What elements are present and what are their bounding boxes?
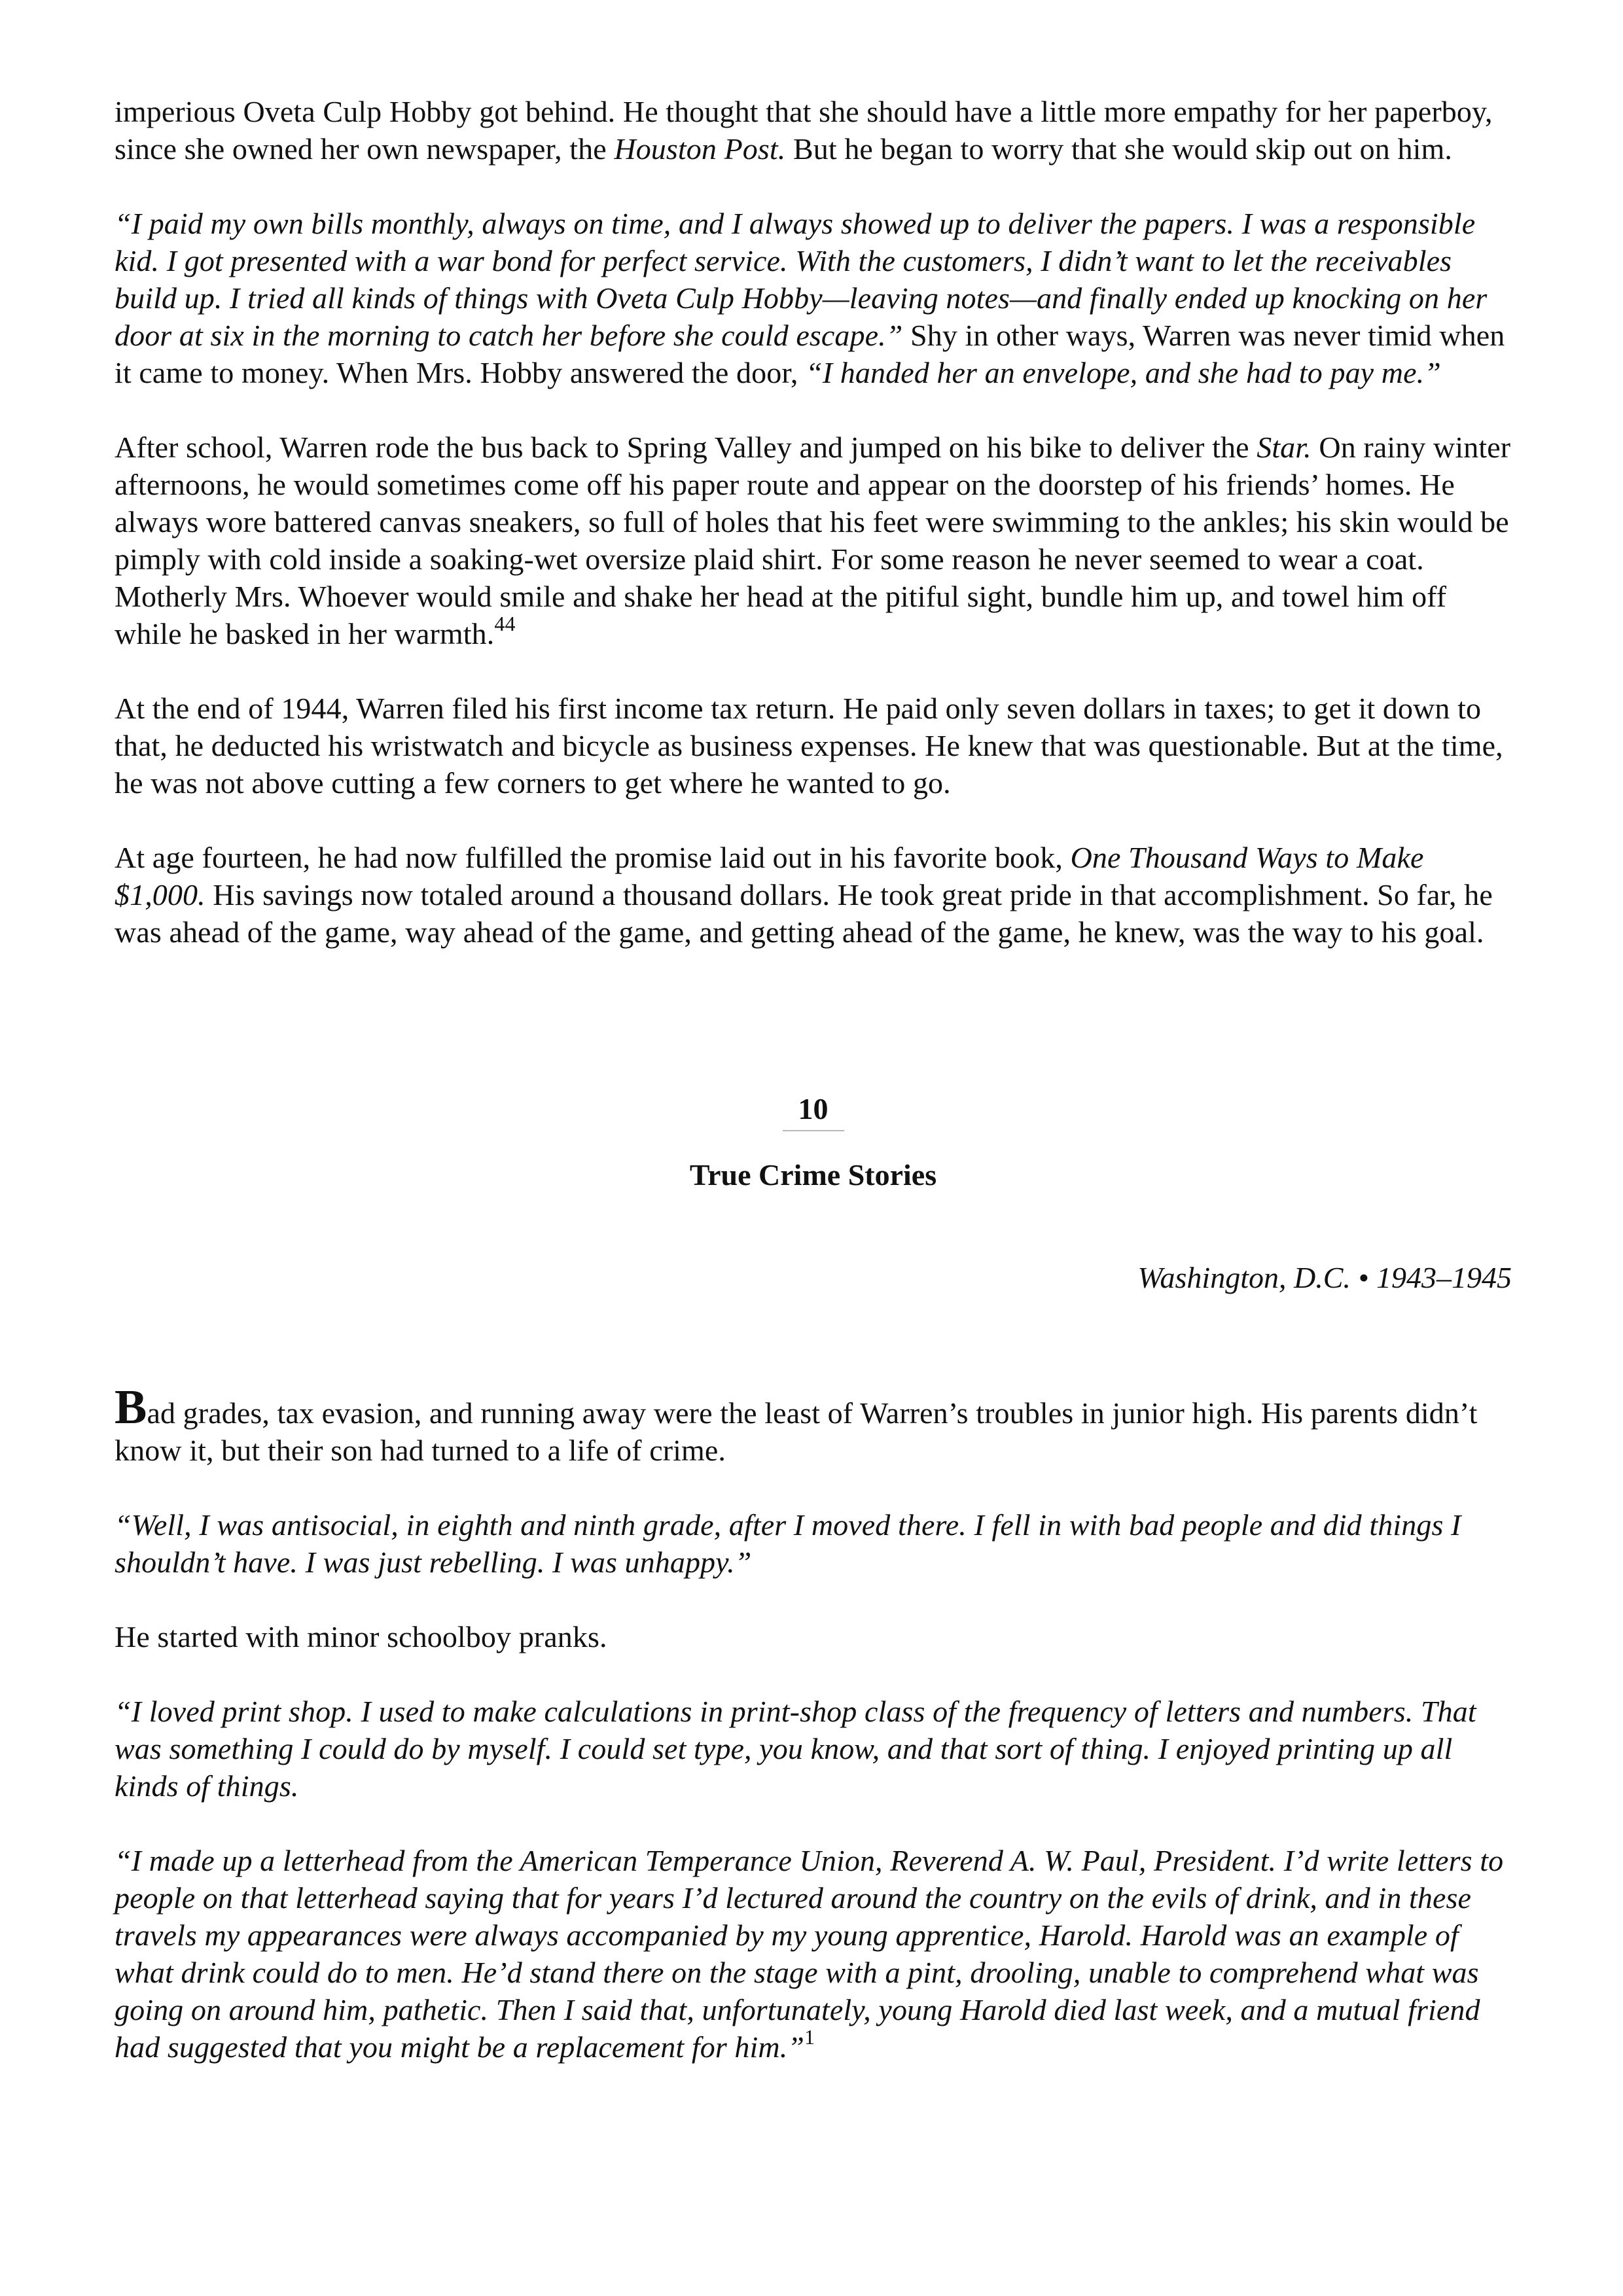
paragraph [115,429,1512,652]
footnote-marker: 44 [494,611,516,635]
paragraph [115,1506,1512,1581]
opening-paragraph [115,1381,1512,1469]
body-text-top [115,93,1512,951]
body-text-bottom [115,1506,1512,2066]
chapter-heading [115,1090,1512,1193]
chapter-number: 10 [783,1090,844,1131]
chapter-dateline: Washington, D.C. • 1943–1945 [1137,1261,1512,1294]
paragraph-text: He started with minor schoolboy pranks. [115,1620,607,1653]
paragraph-text: At the end of 1944, Warren filed his first income tax return. He paid only seven dollars in taxes; to get it down to that, he deducted his wristwatch and bicycle as business expenses. He knew that was questionable. But at the time, he was not above cutting a few corners to get where he wanted to go. [115,692,1503,800]
paragraph [115,1693,1512,1805]
italic-text: “Well, I was antisocial, in eighth and ninth grade, after I moved there. I fell in with bad people and did things I shouldn’t have. I was just rebelling. I was unhappy.” [115,1508,1461,1579]
italic-text: “I handed her an envelope, and she had to pay me.” [806,356,1441,389]
italic-text: Houston Post. [614,132,786,166]
paragraph-text: But he began to worry that she would skip out on him. [785,132,1452,166]
footnote-marker: 1 [804,2024,815,2049]
chapter-title: True Crime Stories [689,1158,937,1192]
italic-text: “I made up a letterhead from the American Temperance Union, Reverend A. W. Paul, President. I’d write letters to people on that letterhead saying that for years I’d lectured around the country on the evils of drink, and in these travels my appearances were always accompanied by my young apprentice, Harold. Harold was an example of what drink could do to men. He’d stand there on the stage with a pint, drooling, unable to comprehend what was going on around him, pathetic. Then I said that, unfortunately, young Harold died last week, and a mutual friend had suggested that you might be a replacement for him.” [115,1844,1504,2064]
paragraph [115,93,1512,168]
paragraph [115,839,1512,951]
italic-text: Star. [1257,431,1311,464]
paragraph-text: On rainy winter afternoons, he would sometimes come off his paper route and appear on the doorstep of his friends’ homes. He always wore battered canvas sneakers, so full of holes that his feet were swimming to the ankles; his skin would be pimply with cold inside a soaking-wet oversize plaid shirt. For some reason he never seemed to wear a coat. Motherly Mrs. Whoever would smile and shake her head at the pitiful sight, bundle him up, and towel him off while he basked in her warmth. [115,431,1511,650]
italic-text: “I paid my own bills monthly, always on time, and I always showed up to deliver the papers. I was a responsible kid. I got presented with a war bond for perfect service. With the customers, I didn’t want to let the receivables build up. I tried all kinds of things with Oveta Culp Hobby—leaving notes—and finally ended up knocking on her door at six in the morning to catch her before she could escape.” [115,207,1488,352]
paragraph [115,690,1512,802]
paragraph [115,1618,1512,1655]
drop-cap: B [115,1381,147,1434]
paragraph-text: imperious Oveta Culp Hobby got behind. He thought that she should have a little more empathy for her paperboy, since she owned her own newspaper, the [115,95,1493,166]
paragraph-text: At age fourteen, he had now fulfilled the promise laid out in his favorite book, [115,841,1071,874]
paragraph-text: Shy in other ways, Warren was never timid when it came to money. When Mrs. Hobby answered the door, [115,319,1505,389]
italic-text: “I loved print shop. I used to make calculations in print-shop class of the frequency of letters and numbers. That was something I could do by myself. I could set type, you know, and that sort of thing. I enjoyed printing up all kinds of things. [115,1695,1476,1803]
paragraph-text: His savings now totaled around a thousand dollars. He took great pride in that accomplishment. So far, he was ahead of the game, way ahead of the game, and getting ahead of the game, he knew, was the way to his goal. [115,878,1493,949]
opening-text: ad grades, tax evasion, and running away were the least of Warren’s troubles in junior high. His parents didn’t know it, but their son had turned to a life of crime. [115,1396,1478,1467]
paragraph [115,205,1512,391]
paragraph-text: After school, Warren rode the bus back to Spring Valley and jumped on his bike to deliver the [115,431,1257,464]
italic-text: One Thousand Ways to Make $1,000. [115,841,1424,911]
paragraph [115,1842,1512,2066]
